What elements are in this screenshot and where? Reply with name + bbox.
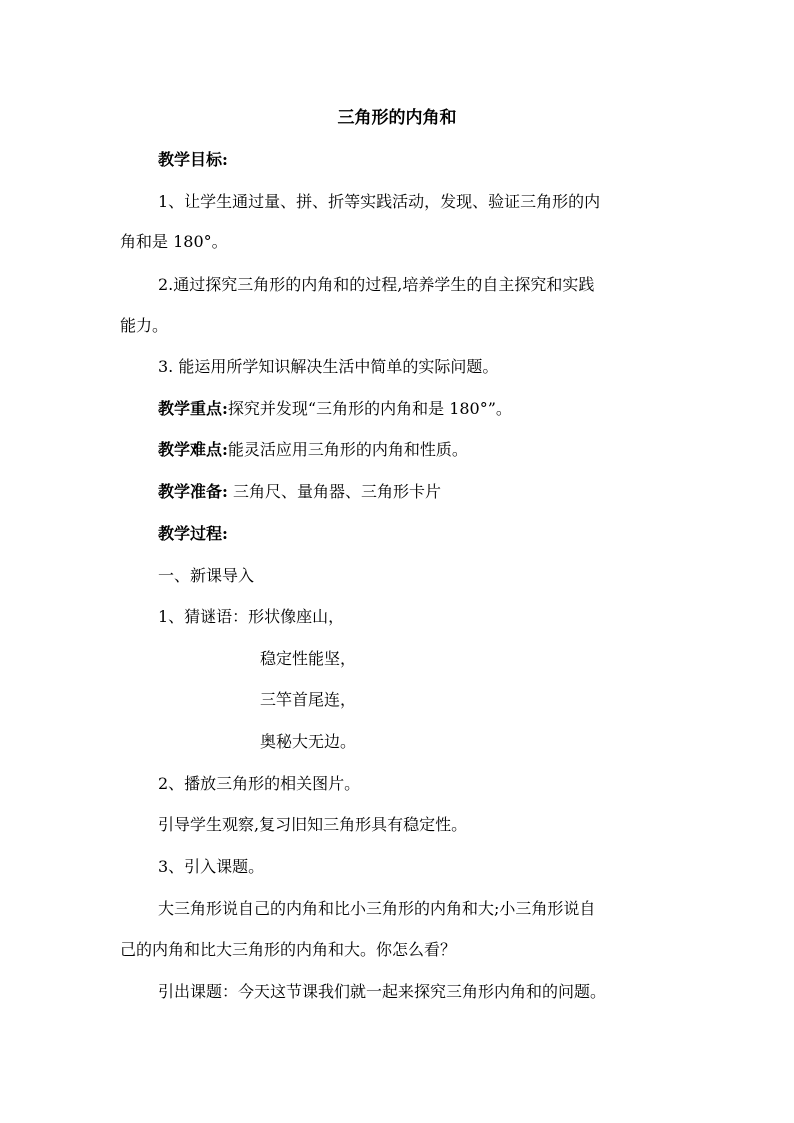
preparation-text: 三角尺、量角器、三角形卡片 — [233, 482, 442, 501]
riddle-line-3: 三竿首尾连， — [260, 690, 357, 709]
key-point-label: 教学重点: — [158, 399, 228, 418]
step-2-detail: 引导学生观察,复习旧知三角形具有稳定性。 — [158, 815, 468, 834]
riddle-line-4: 奥秘大无边。 — [260, 732, 357, 751]
discussion-line-2: 己的内角和比大三角形的内角和大。你怎么看？ — [120, 940, 457, 959]
document-title: 三角形的内角和 — [337, 108, 457, 128]
preparation-label: 教学准备: — [158, 482, 228, 501]
objective-2-line-1: 2.通过探究三角形的内角和的过程,培养学生的自主探究和实践 — [158, 275, 595, 294]
step-3: 3、引入课题。 — [158, 857, 265, 876]
step-2: 2、播放三角形的相关图片。 — [158, 774, 361, 793]
intro-topic: 引出课题：今天这节课我们就一起来探究三角形内角和的问题。 — [158, 982, 607, 1001]
difficulty — [158, 440, 718, 460]
key-point — [158, 399, 718, 419]
preparation — [158, 482, 718, 502]
objective-2-line-2: 能力。 — [120, 316, 169, 335]
riddle-line-1: 1、猜谜语：形状像座山， — [158, 607, 345, 626]
process-heading: 教学过程: — [158, 524, 228, 543]
difficulty-label: 教学难点: — [158, 440, 228, 459]
objective-3: 3. 能运用所学知识解决生活中简单的实际问题。 — [158, 357, 499, 376]
objective-1-line-2: 角和是 180°。 — [120, 232, 228, 251]
riddle-line-2: 稳定性能坚， — [260, 649, 357, 668]
objective-1-line-1: 1、让学生通过量、拼、折等实践活动，发现、验证三角形的内 — [158, 192, 601, 211]
difficulty-text: 能灵活应用三角形的内角和性质。 — [227, 440, 468, 459]
objectives-heading: 教学目标: — [158, 150, 228, 169]
section-1-heading: 一、新课导入 — [158, 566, 255, 585]
key-point-text: 探究并发现“三角形的内角和是 180°”。 — [227, 399, 512, 418]
discussion-line-1: 大三角形说自己的内角和比小三角形的内角和大;小三角形说自 — [158, 899, 596, 918]
